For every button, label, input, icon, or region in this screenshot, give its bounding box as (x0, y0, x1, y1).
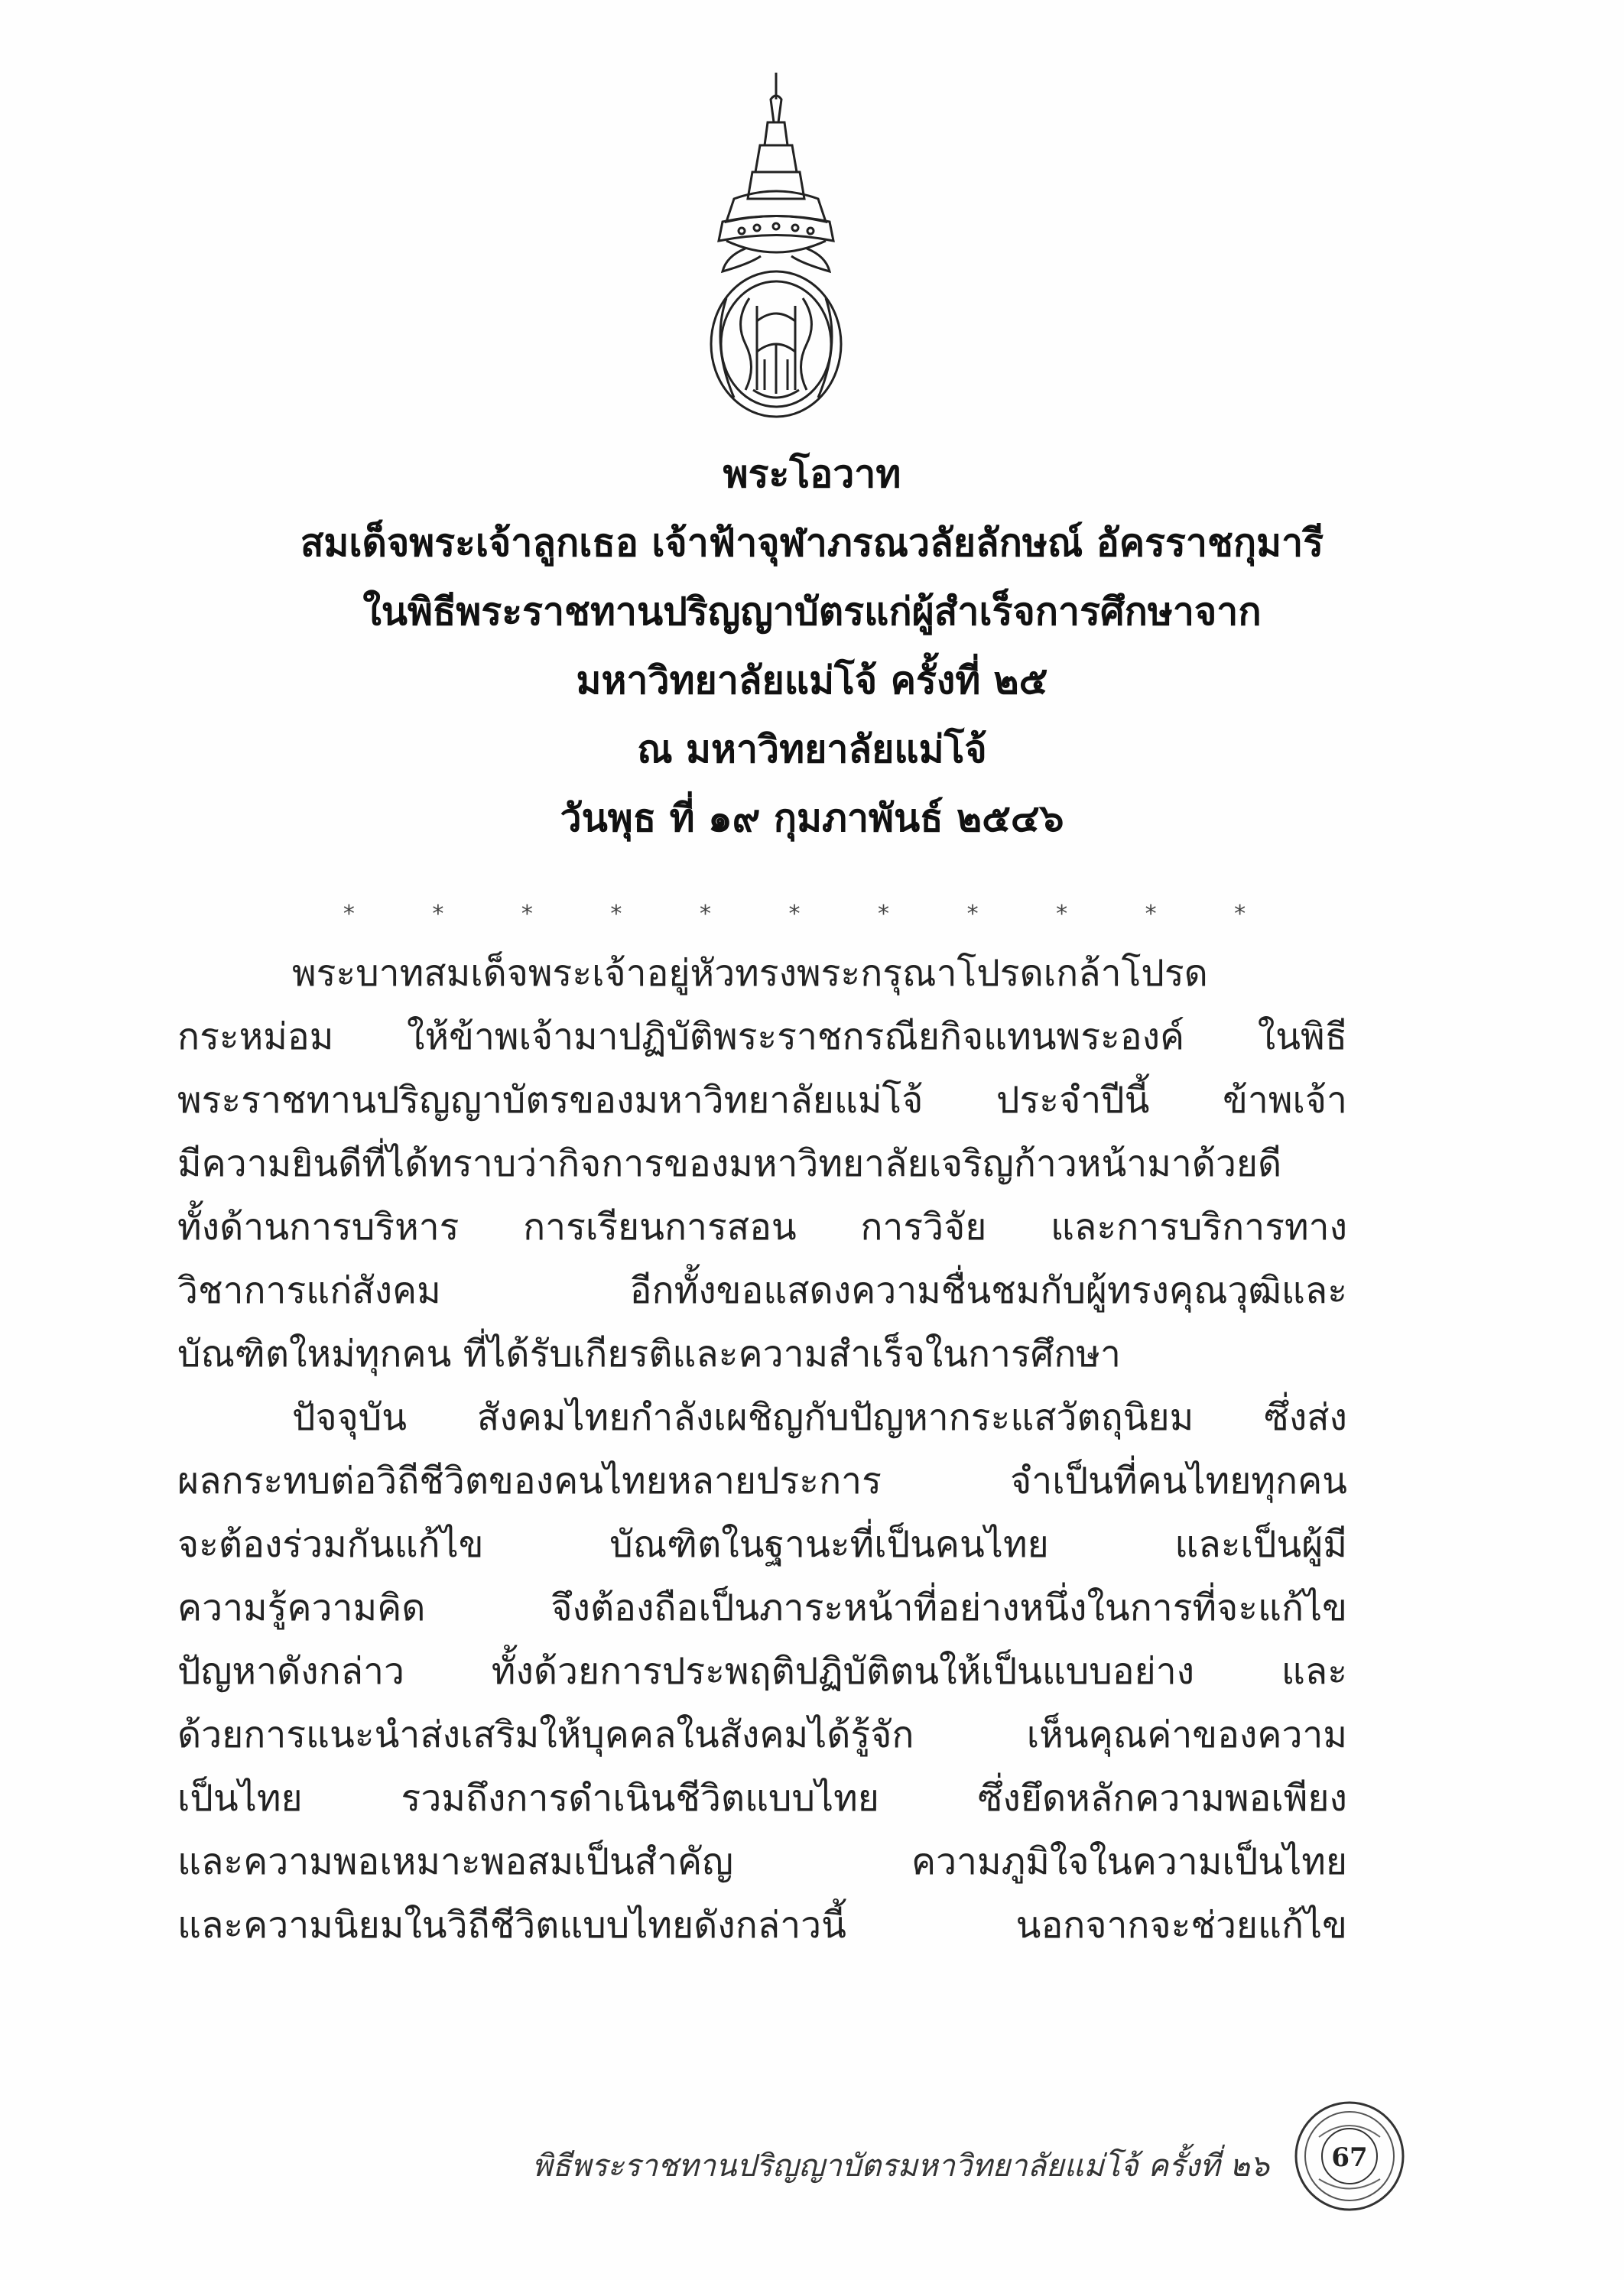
body-line: และความพอเหมาะพอสมเป็นสำคัญ ความภูมิใจในความเป็นไทย (177, 1840, 1347, 1883)
body-line: บัณฑิตใหม่ทุกคน ที่ได้รับเกียรติและความสำเร็จในการศึกษา (177, 1333, 1121, 1375)
title-block (122, 440, 1502, 853)
page-number: 67 (1331, 2142, 1368, 2173)
body-line: ผลกระทบต่อวิถีชีวิตของคนไทยหลายประการ จำเป็นที่คนไทยทุกคน (177, 1460, 1347, 1502)
body-line: กระหม่อม ให้ข้าพเจ้ามาปฏิบัติพระราชกรณียกิจแทนพระองค์ ในพิธี (177, 1015, 1347, 1058)
body-line: ปัญหาดังกล่าว ทั้งด้วยการประพฤติปฏิบัติตนให้เป็นแบบอย่าง และ (177, 1650, 1347, 1693)
title-date: วันพุธ ที่ ๑๙ กุมภาพันธ์ ๒๕๔๖ (560, 796, 1064, 840)
body-line: วิชาการแก่สังคม อีกทั้งขอแสดงความชื่นชมกับผู้ทรงคุณวุฒิและ (177, 1269, 1347, 1312)
body-line: พระราชทานปริญญาบัตรของมหาวิทยาลัยแม่โจ้ ประจำปีนี้ ข้าพเจ้า (177, 1079, 1347, 1122)
body-line: ปัจจุบัน สังคมไทยกำลังเผชิญกับปัญหากระแสวัตถุนิยม ซึ่งส่ง (292, 1396, 1347, 1439)
title-university-session: มหาวิทยาลัยแม่โจ้ ครั้งที่ ๒๕ (576, 658, 1048, 703)
footer-caption: พิธีพระราชทานปริญญาบัตรมหาวิทยาลัยแม่โจ้ ครั้งที่ ๒๖ (531, 2148, 1269, 2184)
body-line: ความรู้ความคิด จึงต้องถือเป็นภาระหน้าที่อย่างหนึ่งในการที่จะแก้ไข (177, 1587, 1347, 1629)
title-ceremony: ในพิธีพระราชทานปริญญาบัตรแก่ผู้สำเร็จการศึกษาจาก (362, 589, 1262, 634)
title-heading: พระโอวาท (723, 452, 901, 496)
body-line: และความนิยมในวิถีชีวิตแบบไทยดังกล่าวนี้ นอกจากจะช่วยแก้ไข (177, 1904, 1347, 1947)
body-line: มีความยินดีที่ได้ทราบว่ากิจการของมหาวิทยาลัยเจริญก้าวหน้ามาด้วยดี (177, 1142, 1282, 1185)
body-line: ทั้งด้านการบริหาร การเรียนการสอน การวิจัย และการบริการทาง (177, 1206, 1347, 1249)
body-line: จะต้องร่วมกันแก้ไข บัณฑิตในฐานะที่เป็นคนไทย และเป็นผู้มี (177, 1523, 1347, 1566)
body-line: ด้วยการแนะนำส่งเสริมให้บุคคลในสังคมได้รู้จัก เห็นคุณค่าของความ (177, 1713, 1347, 1756)
university-seal-icon (1292, 2099, 1407, 2213)
title-venue: ณ มหาวิทยาลัยแม่โจ้ (637, 727, 987, 771)
body-line: เป็นไทย รวมถึงการดำเนินชีวิตแบบไทย ซึ่งยึดหลักความพอเพียง (177, 1777, 1347, 1820)
royal-monogram-emblem-icon (680, 69, 872, 428)
title-princess-name: สมเด็จพระเจ้าลูกเธอ เจ้าฟ้าจุฬาภรณวลัยลักษณ์ อัครราชกุมารี (300, 521, 1324, 565)
speech-body (177, 942, 1347, 1957)
separator-stars: * * * * * * * * * * * (343, 901, 1281, 927)
body-line: พระบาทสมเด็จพระเจ้าอยู่หัวทรงพระกรุณาโปรดเกล้าโปรด (292, 952, 1208, 995)
